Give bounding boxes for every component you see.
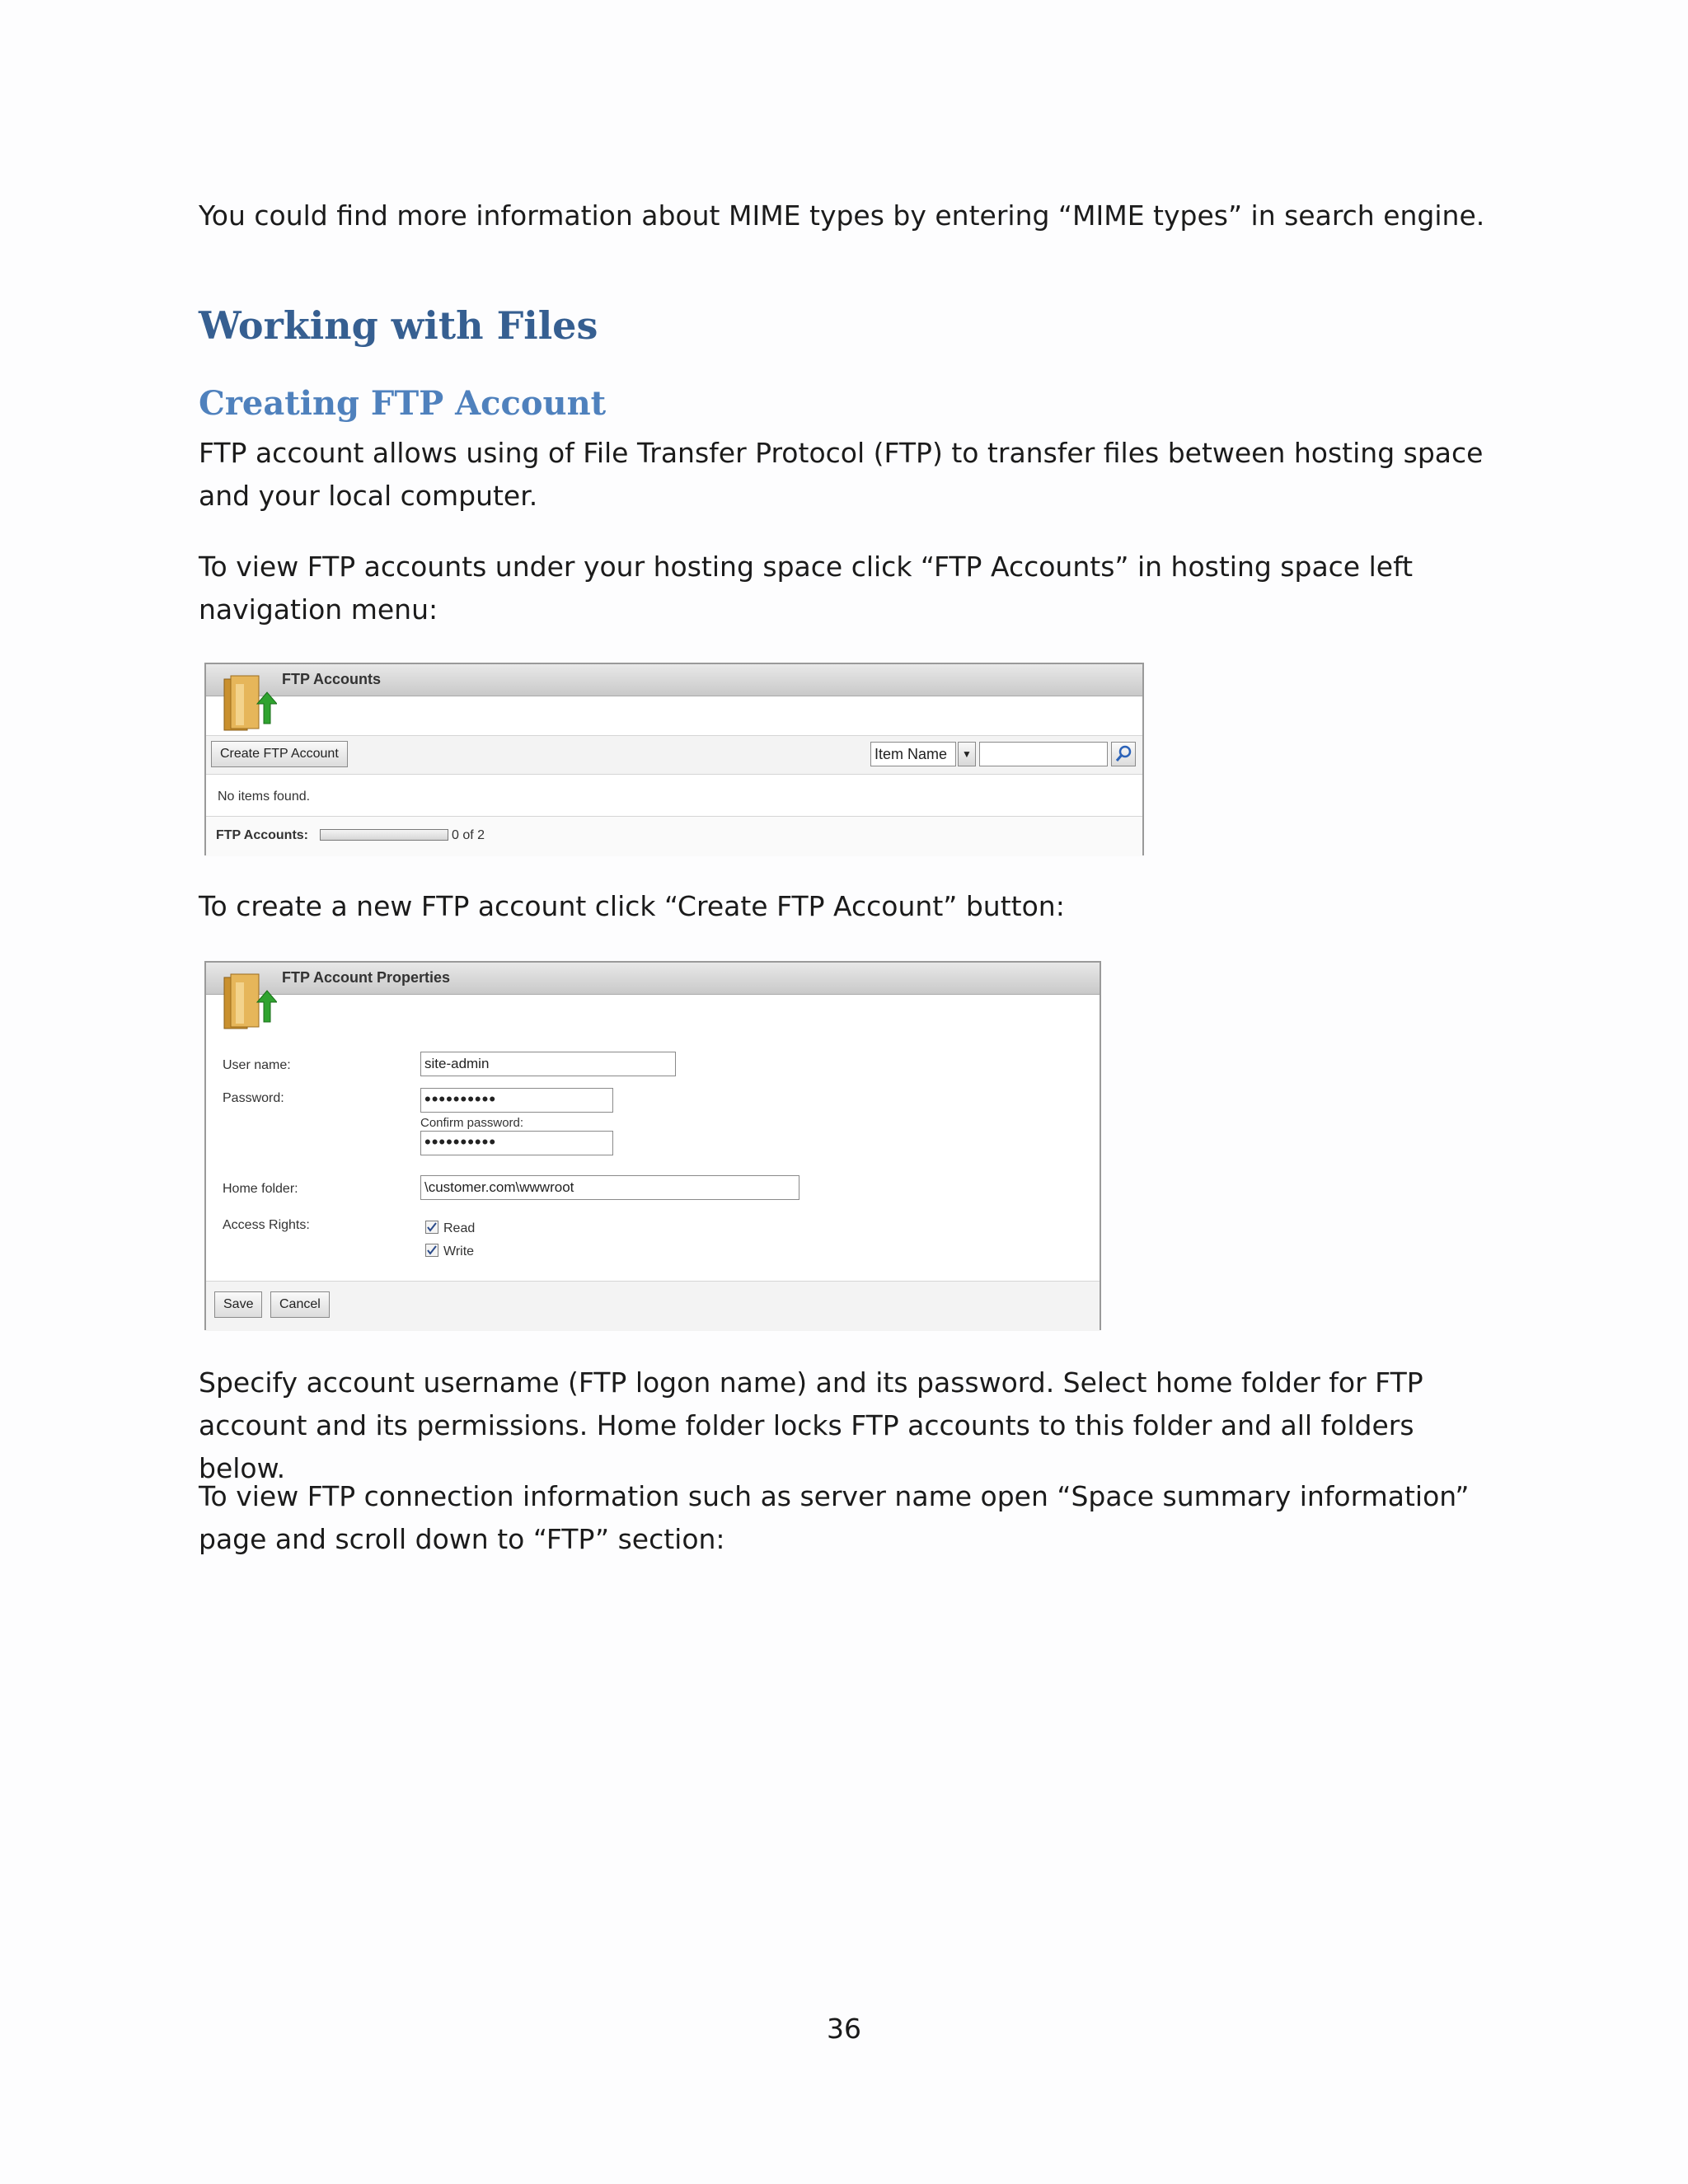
paragraph-connection-info: To view FTP connection information such as server name open “Space summary information” page and scroll down to “FTP” section: [199,1480,1470,1555]
intro-paragraph: You could find more information about MIME types by entering “MIME types” in search engine. [199,199,1485,232]
quota-progress-bar [320,829,448,841]
save-button[interactable]: Save [214,1291,262,1318]
confirm-password-input[interactable]: •••••••••• [420,1131,613,1155]
search-icon [1112,743,1135,766]
quota-bar [206,816,1142,856]
no-items-message: No items found. [218,790,311,804]
user-name-input[interactable]: site-admin [420,1052,676,1076]
search-input[interactable] [979,742,1108,766]
user-name-label: User name: [223,1058,291,1072]
page-number: 36 [827,2013,861,2045]
home-folder-label: Home folder: [223,1182,298,1196]
read-checkbox[interactable] [425,1221,438,1234]
paragraph-view-ftp-accounts: To view FTP accounts under your hosting space click “FTP Accounts” in hosting space left navigation menu: [199,551,1414,626]
password-label: Password: [223,1091,284,1105]
write-checkbox[interactable] [425,1244,438,1257]
access-rights-label: Access Rights: [223,1218,310,1232]
panel-title: FTP Account Properties [282,969,451,986]
write-label: Write [443,1244,475,1258]
ftp-account-properties-panel [204,961,1101,1330]
search-field-select[interactable] [870,742,956,766]
heading-creating-ftp-account: Creating FTP Account [199,384,607,423]
chevron-down-icon[interactable]: ▼ [958,742,976,766]
password-input[interactable]: •••••••••• [420,1088,613,1113]
search-field-select-value: Item Name [874,746,948,762]
ftp-folder-icon [219,671,277,737]
ftp-folder-icon [219,969,277,1035]
quota-label: FTP Accounts: [216,828,309,842]
cancel-button[interactable]: Cancel [270,1291,330,1318]
toolbar [206,735,1142,775]
paragraph-specify-account: Specify account username (FTP logon name) and its password. Select home folder for FTP account and its permissions. Home folder locks FTP accounts to this folder and all folders below. [199,1366,1423,1484]
home-folder-input[interactable]: \customer.com\wwwroot [420,1175,799,1200]
ftp-accounts-panel [204,663,1144,855]
quota-text: 0 of 2 [452,828,485,842]
search-button[interactable] [1111,742,1136,766]
checkmark-icon [426,1244,438,1256]
create-ftp-account-button[interactable]: Create FTP Account [211,741,348,767]
read-label: Read [443,1221,476,1235]
panel-title: FTP Accounts [282,671,382,687]
heading-working-with-files: Working with Files [199,303,598,348]
paragraph-create-ftp-account: To create a new FTP account click “Create FTP Account” button: [199,890,1065,922]
paragraph-ftp-intro: FTP account allows using of File Transfer Protocol (FTP) to transfer files between hosting space and your local computer. [199,437,1484,512]
checkmark-icon [426,1221,438,1233]
form-actions [206,1281,1100,1331]
confirm-password-label: Confirm password: [420,1116,524,1130]
